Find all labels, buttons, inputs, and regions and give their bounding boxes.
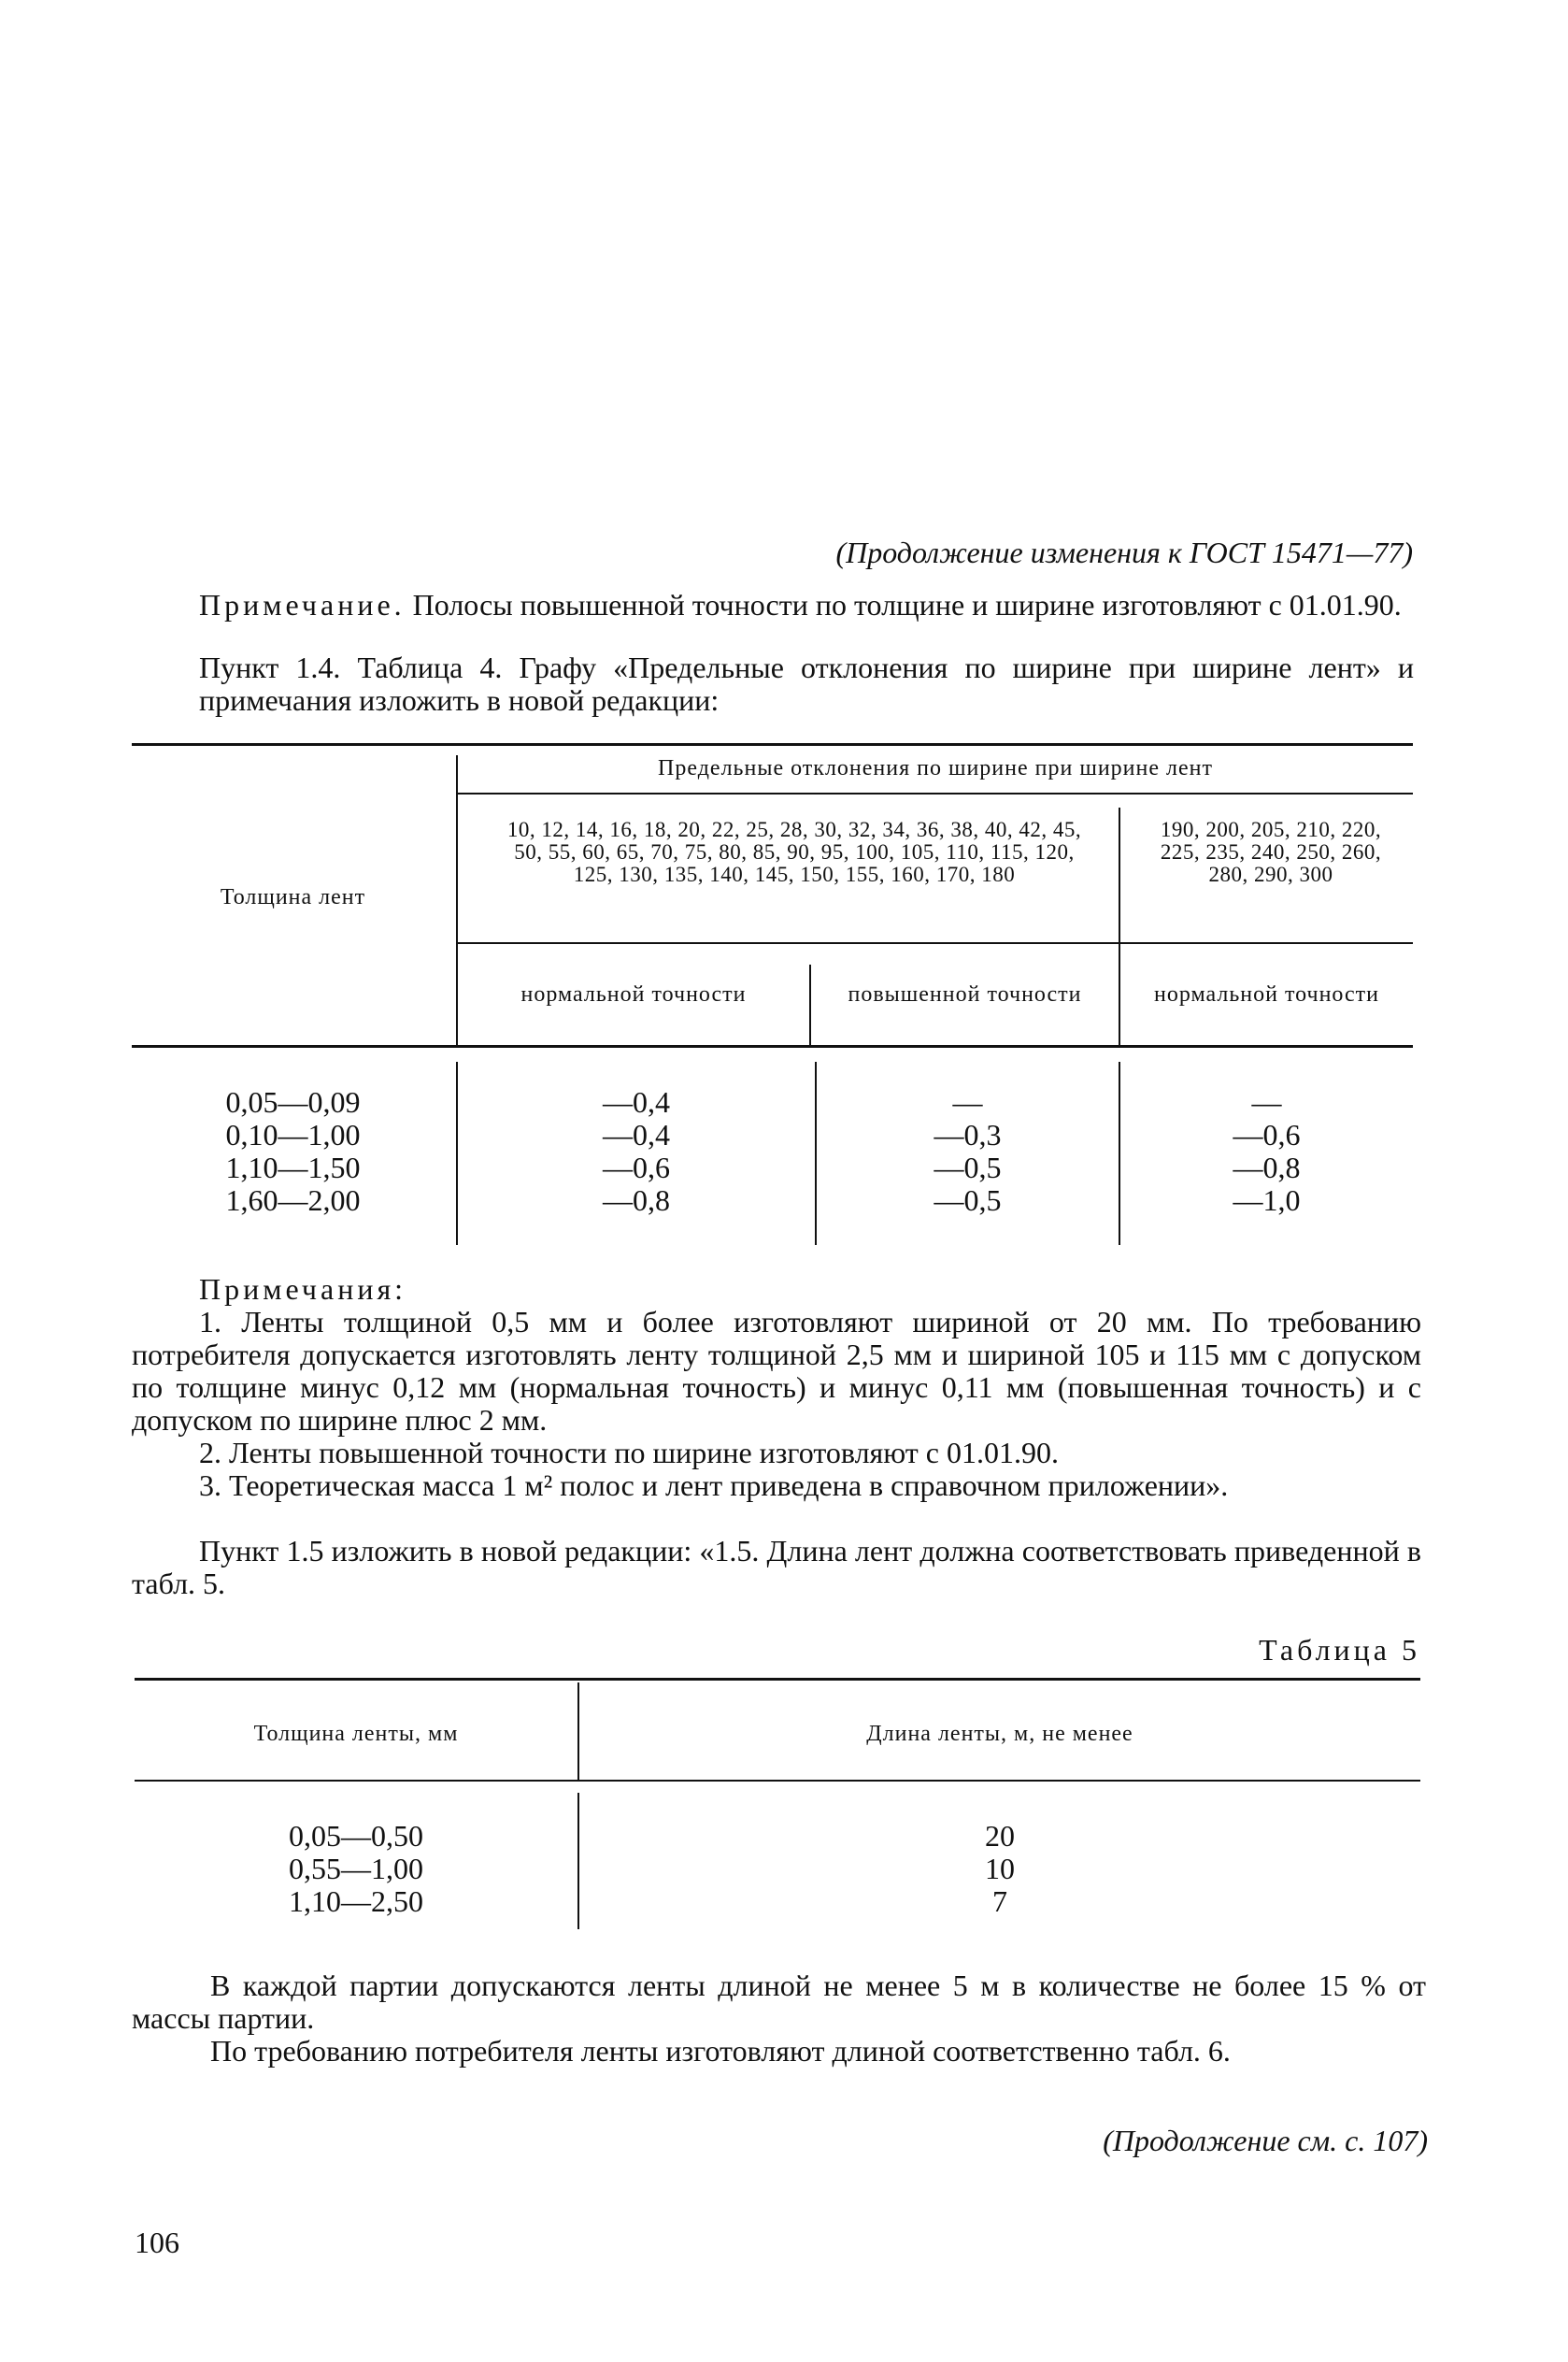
table-row-cell: 10 (985, 1852, 1015, 1885)
table-row-cell: 0,05—0,09 (225, 1085, 361, 1119)
table-row-cell: —0,6 (1233, 1118, 1301, 1152)
t4-widths-b: 190, 200, 205, 210, 220, 225, 235, 240, 250, 260, 280, 290, 300 (1160, 818, 1382, 886)
t5-thickness-column (135, 1820, 577, 1918)
t4-group-rule (456, 793, 1413, 794)
item-1-4: Пункт 1.4. Таблица 4. Графу «Предельные отклонения по ширине при ширине лент» и примечания изложить в новой редакции: (199, 651, 1414, 717)
table-row-cell: —0,8 (1233, 1151, 1301, 1184)
table-row-cell: —0,4 (603, 1085, 670, 1119)
closing-p1: В каждой партии допускаются ленты длиной не менее 5 м в количестве не более 15 % от массы партии. (132, 1968, 1426, 2035)
table-row-cell: —0,6 (603, 1151, 670, 1184)
t5-col-thickness: Толщина ленты, мм (253, 1722, 459, 1746)
t4-col-thickness: Толщина лент (220, 885, 366, 909)
note-text: Полосы повышенной точности по толщине и ширине изготовляют с 01.01.90. (405, 588, 1402, 622)
t4-top-rule (132, 743, 1413, 746)
continuation-header: (Продолжение изменения к ГОСТ 15471—77) (835, 536, 1413, 569)
table-row-cell: 1,10—2,50 (289, 1884, 423, 1918)
t4-thickness-column (132, 1086, 454, 1217)
note-label: Примечание. (199, 588, 406, 622)
table-row-cell: —0,4 (603, 1118, 670, 1152)
t4-vline-3 (1119, 808, 1120, 1047)
table-row-cell: 0,55—1,00 (289, 1852, 423, 1885)
t4-widths-rule (456, 942, 1413, 944)
t4-increased-a-column (817, 1086, 1119, 1217)
continuation-footer: (Продолжение см. с. 107) (1103, 2124, 1428, 2157)
t4-widths-a: 10, 12, 14, 16, 18, 20, 22, 25, 28, 30, 32, 34, 36, 38, 40, 42, 45, 50, 55, 60, 65, 70, 75, 80, 85, 90, 95, 100, 105, 110, 115, 120, 125, 130, 135, 140, 145, 150, 155, 160, 170, 180 (506, 818, 1082, 886)
notes-label: Примечания: (199, 1272, 407, 1306)
table-row-cell: —0,3 (934, 1118, 1002, 1152)
intro-note (199, 589, 1414, 622)
closing-p2: По требованию потребителя ленты изготовляют длиной соответственно табл. 6. (210, 2034, 1231, 2068)
t4-group-header: Предельные отклонения по ширине при ширине лент (658, 756, 1213, 780)
table-row-cell: —0,5 (934, 1183, 1002, 1217)
t4-sub-normal-b: нормальной точности (1153, 982, 1380, 1007)
t4-normal-b-column (1120, 1086, 1413, 1217)
note-1: 1. Ленты толщиной 0,5 мм и более изготовляют шириной от 20 мм. По требованию потребителя допускается изготовлять ленту толщиной 2,5 мм и шириной 105 и 115 мм с допуском по толщине минус 0,12 мм (нормальная точность) и минус 0,11 мм (повышенная точность) и с допуском по ширине плюс 2 мм. (132, 1305, 1421, 1437)
t4-sub-normal-a: нормальной точности (520, 982, 747, 1007)
table-row-cell: 7 (992, 1884, 1007, 1918)
table-5-title: Таблица 5 (1259, 1633, 1420, 1667)
table-row-cell: 0,05—0,50 (289, 1819, 423, 1853)
page-number: 106 (135, 2226, 179, 2259)
item-1-5: Пункт 1.5 изложить в новой редакции: «1.5. Длина лент должна соответствовать приведенной в табл. 5. (132, 1534, 1421, 1600)
table-row-cell: — (1251, 1085, 1282, 1119)
table-row-cell: 0,10—1,00 (225, 1118, 361, 1152)
t5-header-rule (135, 1780, 1420, 1782)
t4-sub-increased-a: повышенной точности (848, 982, 1082, 1007)
t4-header-rule (132, 1045, 1413, 1048)
table-row-cell: —0,5 (934, 1151, 1002, 1184)
table-row-cell: —0,8 (603, 1183, 670, 1217)
table-row-cell: 1,60—2,00 (225, 1183, 361, 1217)
table-row-cell: 20 (985, 1819, 1015, 1853)
table-row-cell: 1,10—1,50 (225, 1151, 361, 1184)
t5-length-column (579, 1820, 1420, 1918)
note-2: 2. Ленты повышенной точности по ширине изготовляют с 01.01.90. (199, 1436, 1059, 1469)
t5-top-rule (135, 1678, 1420, 1681)
note-3: 3. Теоретическая масса 1 м² полос и лент приведена в справочном приложении». (199, 1468, 1229, 1502)
t4-normal-a-column (458, 1086, 815, 1217)
t5-col-length: Длина ленты, м, не менее (866, 1722, 1133, 1746)
table-row-cell: — (952, 1085, 983, 1119)
table-row-cell: —1,0 (1233, 1183, 1301, 1217)
